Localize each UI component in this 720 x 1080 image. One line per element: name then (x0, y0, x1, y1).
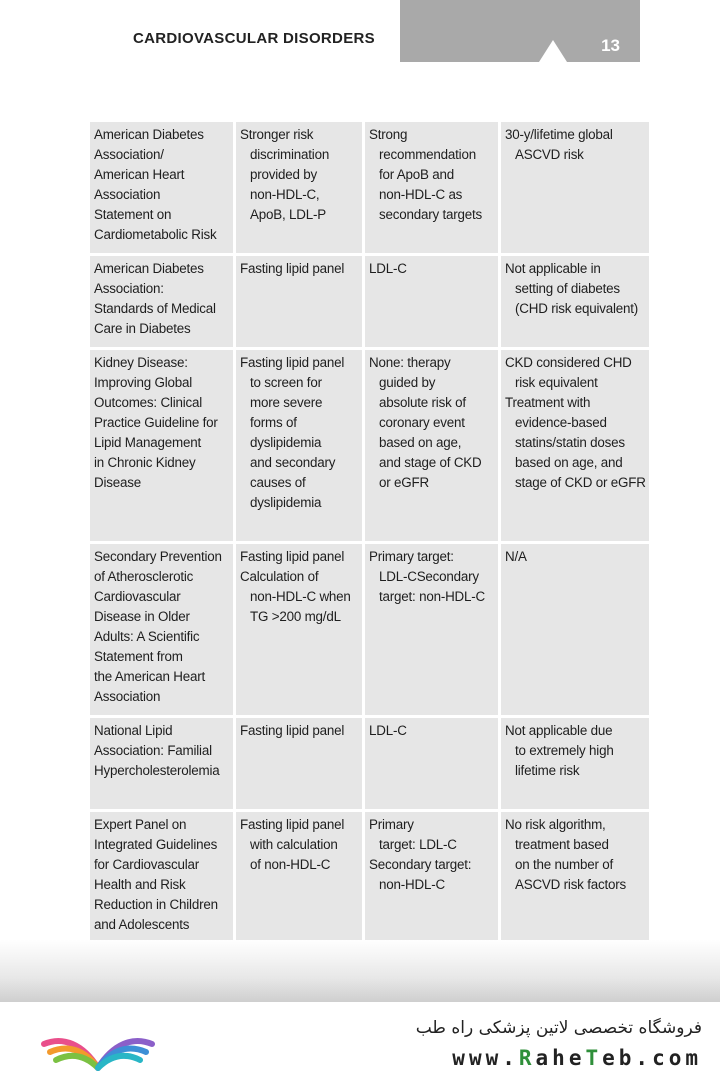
cell-guideline (90, 256, 233, 347)
tab-notch (539, 40, 567, 62)
cell-line: target: non-HDL-C (379, 589, 486, 604)
cell-line: for ApoB and (379, 167, 455, 182)
cell-line: of non-HDL-C (250, 857, 331, 872)
cell-line: LDL-C (369, 261, 407, 276)
cell-line: Primary (369, 817, 414, 832)
cell-line: Not applicable due (505, 723, 613, 738)
cell-line: recommendation (379, 147, 476, 162)
cell-line: dyslipidemia (250, 435, 322, 450)
cell-line: target: LDL-C (379, 837, 457, 852)
lipid-guidelines-table (87, 119, 652, 946)
cell-line: (CHD risk equivalent) (515, 301, 639, 316)
cell-line: Health and Risk (94, 877, 186, 892)
cell-line: for Cardiovascular (94, 857, 200, 872)
cell-line: No risk algorithm, (505, 817, 606, 832)
cell-line: 30-y/lifetime global (505, 127, 613, 142)
cell-line: non-HDL-C as (379, 187, 463, 202)
cell-risk (501, 718, 649, 809)
table-row (90, 812, 649, 943)
cell-screening (236, 122, 362, 253)
cell-line: guided by (379, 375, 436, 390)
cell-line: American Diabetes (94, 261, 204, 276)
cell-line: non-HDL-C (379, 877, 445, 892)
cell-line: Primary target: (369, 549, 454, 564)
url-ahe: ahe (535, 1046, 586, 1070)
cell-line: and Adolescents (94, 917, 190, 932)
cell-line: Treatment with (505, 395, 591, 410)
cell-line: Fasting lipid panel (240, 723, 345, 738)
cell-line: Practice Guideline for (94, 415, 218, 430)
cell-line: Outcomes: Clinical (94, 395, 203, 410)
cell-line: American Diabetes (94, 127, 204, 142)
cell-guideline (90, 350, 233, 541)
cell-line: Secondary target: (369, 857, 472, 872)
cell-line: of Atherosclerotic (94, 569, 194, 584)
chapter-title: CARDIOVASCULAR DISORDERS (133, 30, 375, 47)
cell-screening (236, 718, 362, 809)
table-row (90, 718, 649, 809)
cell-target (365, 544, 498, 715)
cell-line: setting of diabetes (515, 281, 620, 296)
cell-line: Statement on (94, 207, 172, 222)
cell-line: Association: Familial (94, 743, 212, 758)
cell-line: Association (94, 187, 161, 202)
cell-screening (236, 544, 362, 715)
url-r: R (518, 1046, 536, 1070)
cell-line: Fasting lipid panel (240, 261, 345, 276)
cell-line: non-HDL-C when (250, 589, 351, 604)
cell-line: Disease in Older (94, 609, 190, 624)
open-book-rainbow-icon (38, 1014, 158, 1074)
cell-line: and secondary (250, 455, 336, 470)
cell-line: None: therapy (369, 355, 451, 370)
cell-line: Not applicable in (505, 261, 601, 276)
cell-line: Disease (94, 475, 141, 490)
cell-line: Calculation of (240, 569, 319, 584)
cell-target (365, 718, 498, 809)
cell-screening (236, 256, 362, 347)
cell-line: risk equivalent (515, 375, 598, 390)
cell-risk (501, 256, 649, 347)
cell-line: lifetime risk (515, 763, 580, 778)
cell-line: TG >200 mg/dL (250, 609, 341, 624)
cell-line: Standards of Medical (94, 301, 216, 316)
cell-risk (501, 812, 649, 943)
cell-guideline (90, 812, 233, 943)
table-row (90, 122, 649, 253)
cell-line: statins/statin doses (515, 435, 625, 450)
cell-line: LDL-C (369, 723, 407, 738)
store-footer (0, 1002, 720, 1080)
cell-line: ASCVD risk factors (515, 877, 626, 892)
cell-screening (236, 350, 362, 541)
cell-line: Fasting lipid panel (240, 549, 345, 564)
cell-guideline (90, 122, 233, 253)
cell-line: Expert Panel on (94, 817, 187, 832)
cell-line: based on age, and (515, 455, 623, 470)
cell-line: Integrated Guidelines (94, 837, 218, 852)
cell-target (365, 812, 498, 943)
page-bottom-shadow (0, 940, 720, 1002)
cell-line: Cardiovascular (94, 589, 181, 604)
cell-line: Adults: A Scientific (94, 629, 200, 644)
cell-line: with calculation (250, 837, 338, 852)
cell-line: LDL-CSecondary (379, 569, 479, 584)
cell-line: more severe (250, 395, 323, 410)
store-name: فروشگاه تخصصی لاتین پزشکی راه طب (415, 1018, 702, 1038)
cell-line: American Heart (94, 167, 185, 182)
cell-screening (236, 812, 362, 943)
url-suffix: .com (635, 1046, 702, 1070)
cell-target (365, 256, 498, 347)
cell-risk (501, 122, 649, 253)
cell-line: Cardiometabolic Risk (94, 227, 217, 242)
cell-line: forms of (250, 415, 297, 430)
cell-line: Care in Diabetes (94, 321, 191, 336)
cell-line: Association/ (94, 147, 164, 162)
cell-line: CKD considered CHD (505, 355, 632, 370)
cell-line: evidence-based (515, 415, 607, 430)
cell-line: Lipid Management (94, 435, 201, 450)
cell-line: ASCVD risk (515, 147, 584, 162)
cell-line: on the number of (515, 857, 614, 872)
cell-line: Statement from (94, 649, 183, 664)
page-tab (400, 0, 640, 62)
cell-line: Improving Global (94, 375, 193, 390)
table-row (90, 544, 649, 715)
cell-line: Association: (94, 281, 164, 296)
cell-line: Fasting lipid panel (240, 817, 345, 832)
cell-target (365, 122, 498, 253)
table-row (90, 256, 649, 347)
cell-line: N/A (505, 549, 527, 564)
cell-line: National Lipid (94, 723, 173, 738)
cell-line: coronary event (379, 415, 465, 430)
cell-line: to screen for (250, 375, 322, 390)
cell-risk (501, 544, 649, 715)
cell-line: Association (94, 689, 161, 704)
cell-line: Reduction in Children (94, 897, 218, 912)
url-eb: eb (602, 1046, 636, 1070)
cell-line: dyslipidemia (250, 495, 322, 510)
store-url[interactable] (452, 1046, 702, 1070)
cell-line: ApoB, LDL-P (250, 207, 326, 222)
table-row (90, 350, 649, 541)
cell-guideline (90, 718, 233, 809)
cell-line: provided by (250, 167, 318, 182)
cell-line: in Chronic Kidney (94, 455, 196, 470)
cell-target (365, 350, 498, 541)
cell-line: Fasting lipid panel (240, 355, 345, 370)
cell-line: treatment based (515, 837, 609, 852)
cell-line: the American Heart (94, 669, 206, 684)
cell-line: Secondary Prevention (94, 549, 222, 564)
url-prefix: www. (452, 1046, 519, 1070)
cell-line: non-HDL-C, (250, 187, 320, 202)
cell-line: absolute risk of (379, 395, 466, 410)
cell-line: stage of CKD or eGFR (515, 475, 646, 490)
cell-guideline (90, 544, 233, 715)
cell-line: Kidney Disease: (94, 355, 188, 370)
cell-line: Strong (369, 127, 408, 142)
cell-line: based on age, (379, 435, 462, 450)
cell-line: Hypercholesterolemia (94, 763, 220, 778)
cell-line: causes of (250, 475, 306, 490)
cell-line: Stronger risk (240, 127, 314, 142)
cell-line: secondary targets (379, 207, 483, 222)
url-t: T (585, 1046, 603, 1070)
cell-risk (501, 350, 649, 541)
page-number: 13 (601, 36, 620, 55)
cell-line: or eGFR (379, 475, 429, 490)
cell-line: discrimination (250, 147, 330, 162)
cell-line: to extremely high (515, 743, 614, 758)
cell-line: and stage of CKD (379, 455, 482, 470)
